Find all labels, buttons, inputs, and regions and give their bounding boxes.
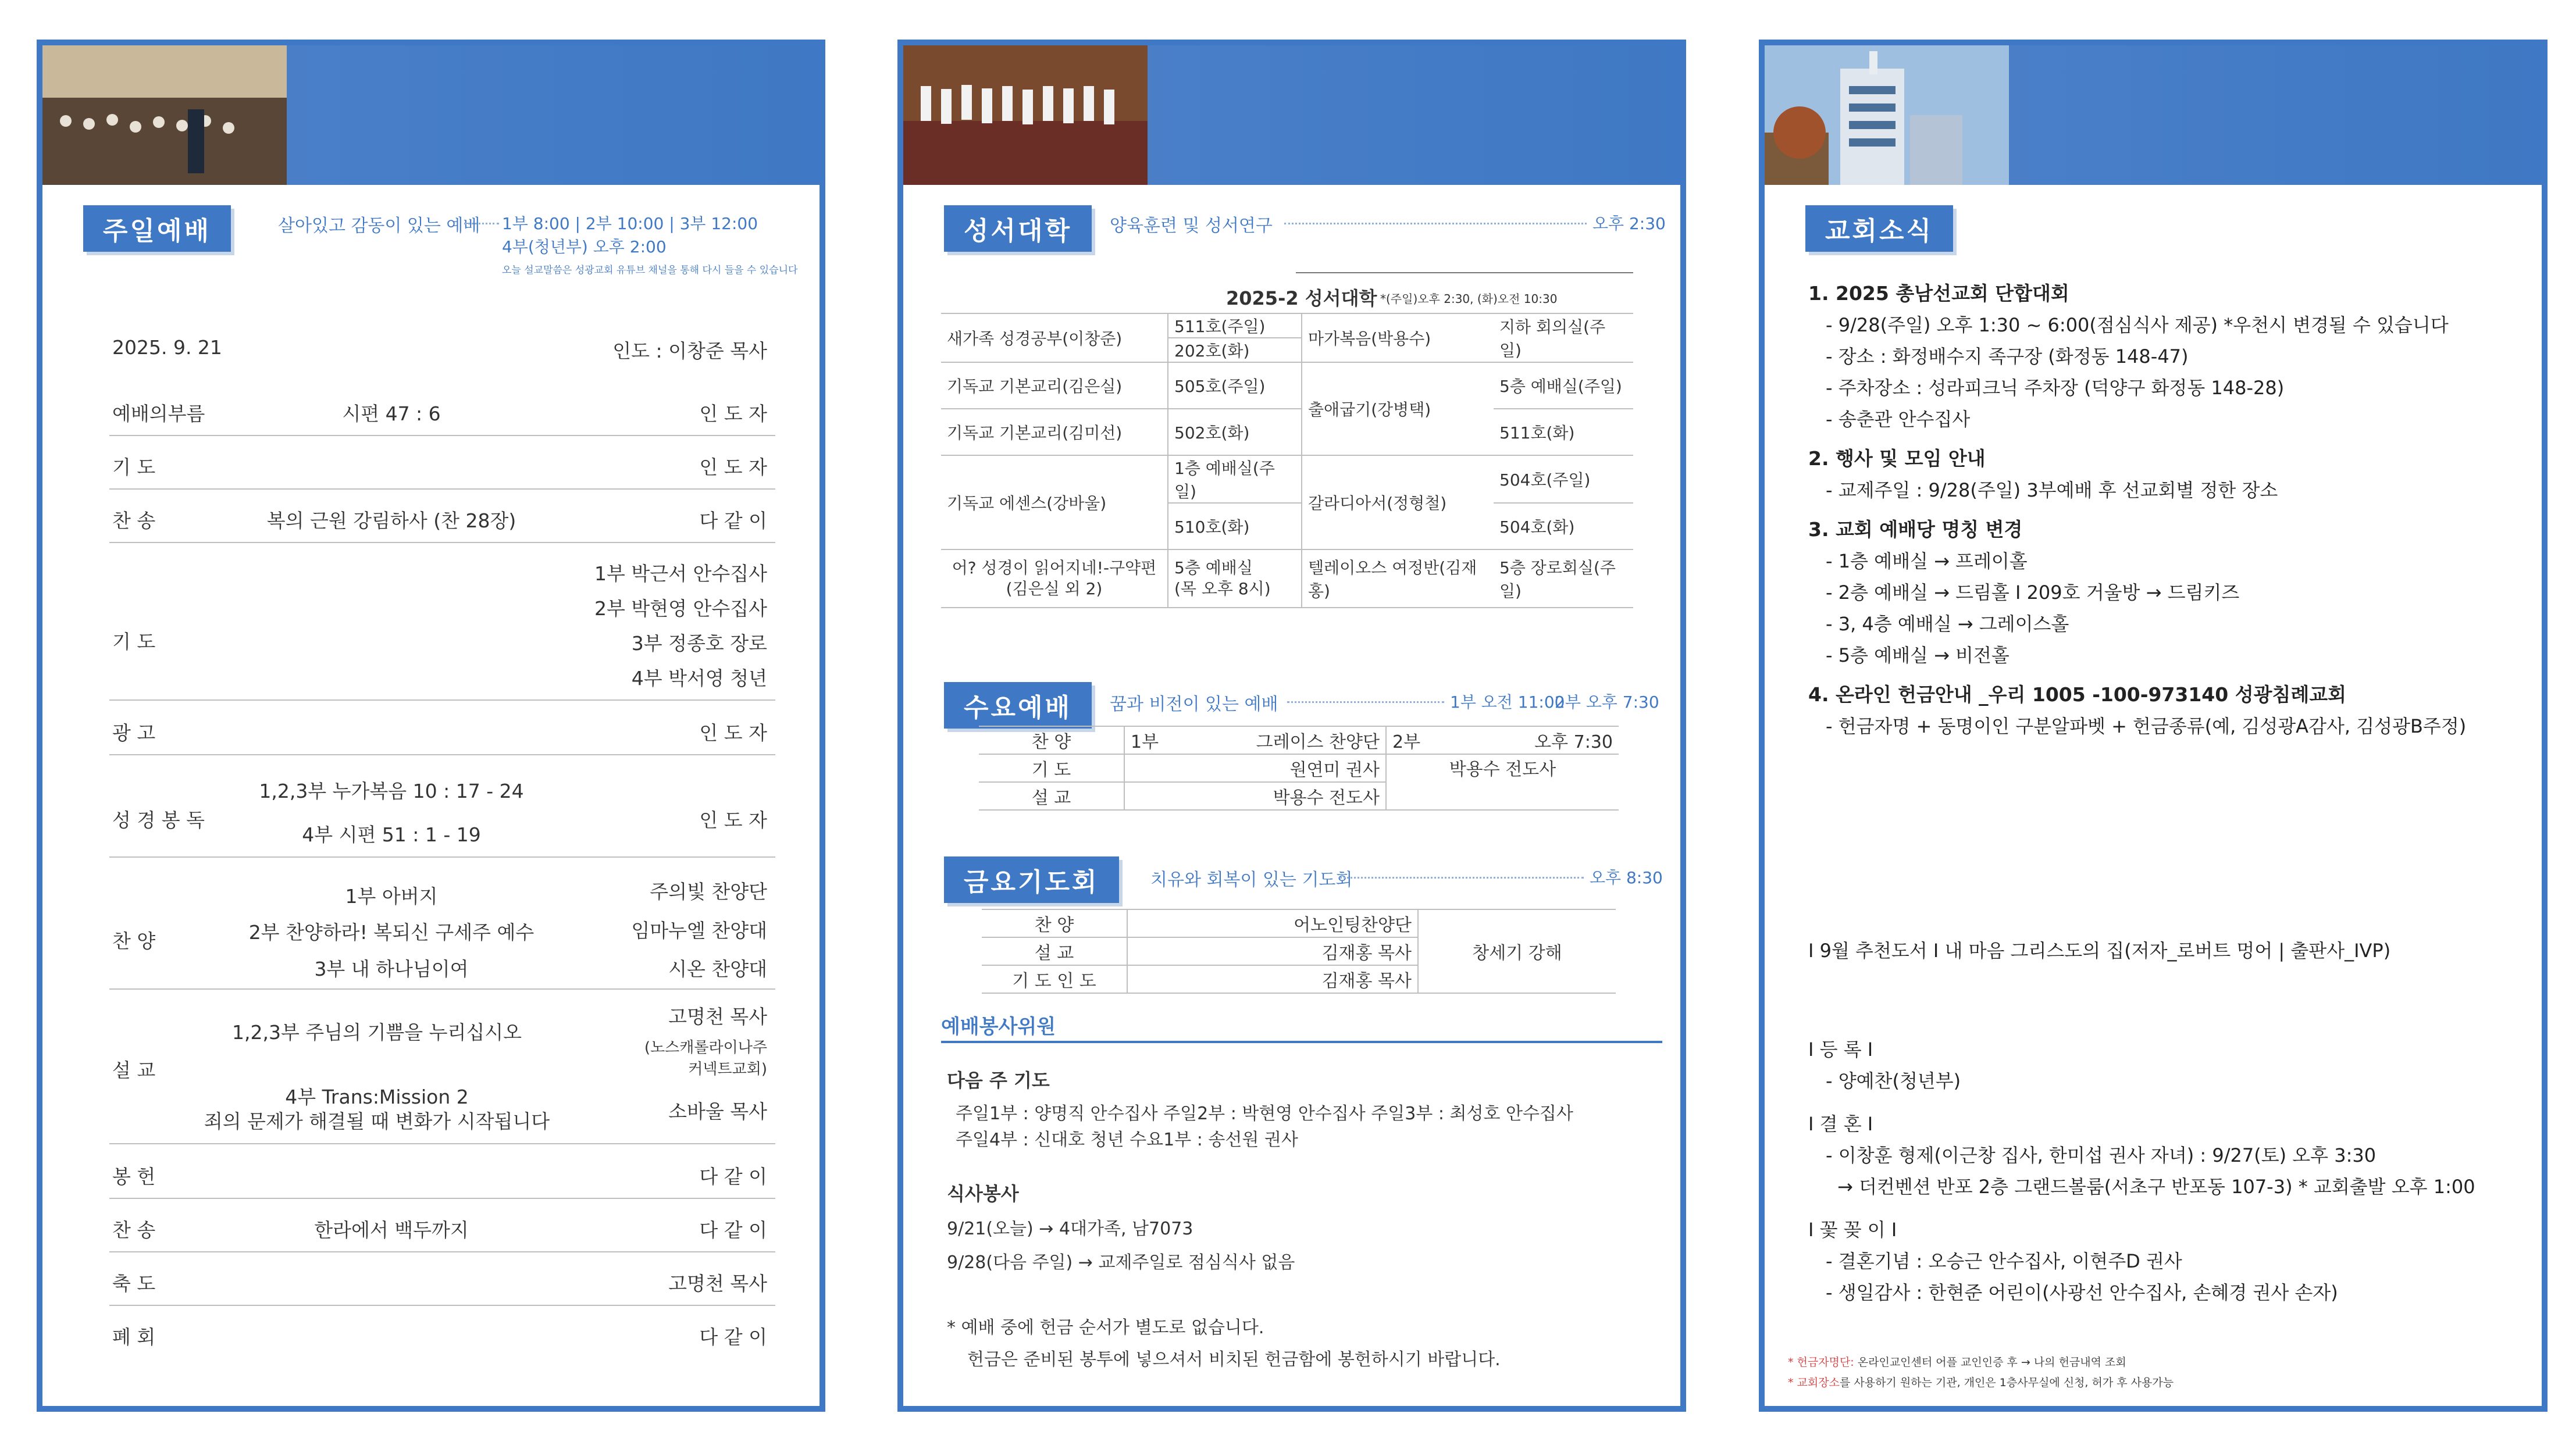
reading-1: 1,2,3부 누가복음 10 : 17 - 24: [259, 780, 524, 802]
fri-value: 김재홍 목사: [1127, 965, 1418, 993]
news-heading-1: 1. 2025 총남선교회 단합대회: [1808, 282, 2069, 305]
subtitle-friday: 치유와 회복이 있는 기도회: [1150, 870, 1353, 890]
wed-preacher: 박용수 전도사: [1386, 754, 1619, 810]
section-title-bible: 성서대학: [944, 205, 1092, 252]
praise-2: 2부 찬양하라! 복되신 구세주 예수: [248, 921, 535, 944]
footnote-1-text: 온라인교인센터 어플 교인인증 후 → 나의 헌금내역 조회: [1854, 1356, 2126, 1369]
offering-note-1: * 예배 중에 헌금 순서가 별도로 없습니다.: [947, 1318, 1264, 1338]
bible-class-table: [941, 313, 1633, 608]
flower-heading: I 꽃 꽂 이 I: [1808, 1219, 1897, 1241]
time-friday: 오후 8:30: [1590, 868, 1663, 887]
wed-value: 원연미 권사: [1124, 754, 1386, 782]
wed-part: 1부: [1124, 726, 1177, 754]
committee-title: 예배봉사위원: [941, 1015, 1056, 1038]
news-line: - 송춘관 안수집사: [1826, 408, 1971, 430]
news-line: - 5층 예배실 → 비전홀: [1826, 644, 2010, 666]
service-date: 2025. 9. 21: [112, 336, 222, 359]
class-room-line: (목 오후 8시): [1174, 579, 1271, 598]
class-name-line: 어? 성경이 읽어지네!-구약편: [952, 558, 1157, 577]
order-person: 다 같 이: [699, 1326, 767, 1348]
order-key: 설 교: [112, 1059, 156, 1082]
divider: [109, 1198, 775, 1199]
prayer-1: 1부 박근서 안수집사: [594, 562, 767, 585]
meal-1: 9/21(오늘) → 4대가족, 남7073: [947, 1219, 1193, 1239]
class-room: 505호(주일): [1168, 362, 1302, 409]
class-room: 511호(주일): [1168, 313, 1302, 338]
preacher-2: 소바울 목사: [668, 1100, 767, 1123]
order-key: 축 도: [112, 1272, 156, 1295]
news-line: - 교제주일 : 9/28(주일) 3부예배 후 선교회별 정한 장소: [1826, 479, 2278, 501]
dots: [1339, 877, 1584, 879]
prayer-4: 4부 박서영 청년: [631, 667, 767, 690]
subtitle: 살아있고 감동이 있는 예배: [278, 216, 480, 236]
wed-key: 설 교: [979, 782, 1124, 810]
class-room: 5층 장로회실(주일): [1494, 549, 1633, 608]
footnote-1: [1788, 1354, 2126, 1369]
news-heading-3: 3. 교회 예배당 명칭 변경: [1808, 518, 2023, 541]
service-leader: 인도 : 이창준 목사: [612, 340, 767, 362]
section-title-news: 교회소식: [1805, 205, 1953, 252]
order-person: 인 도 자: [699, 809, 767, 831]
class-name: 기독교 기본교리(김미선): [941, 409, 1168, 455]
class-name: 출애굽기(강병택): [1302, 362, 1494, 455]
flower-line-2: - 생일감사 : 한현준 어린이(사광선 안수집사, 손혜경 권사 손자): [1826, 1282, 2338, 1304]
wedding-heading: I 결 혼 I: [1808, 1113, 1873, 1135]
order-person: 고명천 목사: [668, 1272, 767, 1295]
class-room: 지하 회의실(주일): [1494, 313, 1633, 362]
recommended-book: I 9월 추천도서 I 내 마음 그리스도의 집(저자_로버트 멍어 | 출판사_IVP): [1808, 940, 2391, 962]
wedding-line-1: - 이창훈 형제(이근창 집사, 한미섭 권사 자녀) : 9/27(토) 오후 3:30: [1826, 1144, 2377, 1166]
class-room: 504호(화): [1494, 503, 1633, 549]
divider: [109, 1251, 775, 1252]
divider: [1296, 272, 1633, 273]
class-name: 갈라디아서(정형철): [1302, 455, 1494, 549]
divider: [109, 856, 775, 858]
fri-series: 창세기 강해: [1418, 909, 1616, 993]
next-prayer-2: 주일4부 : 신대호 청년 수요1부 : 송선원 권사: [956, 1130, 1298, 1150]
order-key: 찬 송: [112, 1219, 156, 1241]
subtitle-bible: 양육훈련 및 성서연구: [1110, 216, 1273, 236]
section-title-friday: 금요기도회: [944, 856, 1119, 903]
order-key: 찬 송: [112, 509, 156, 532]
wedding-line-2: → 더컨벤션 반포 2층 그랜드볼룸(서초구 반포동 107-3) * 교회출발 오후 1:00: [1837, 1176, 2475, 1198]
class-name: 기독교 기본교리(김은실): [941, 362, 1168, 409]
worship-photo: [42, 45, 287, 185]
panel-sunday-worship: [37, 40, 825, 1412]
panel-bible-college: [897, 40, 1686, 1412]
class-room-line: 5층 예배실: [1174, 558, 1253, 577]
fri-key: 찬 양: [982, 909, 1127, 937]
class-name: 마가복음(박용수): [1302, 313, 1494, 362]
order-person: 인 도 자: [699, 722, 767, 744]
class-room: 504호(주일): [1494, 455, 1633, 503]
divider: [109, 699, 775, 701]
registration-line: - 양예찬(청년부): [1826, 1070, 1961, 1092]
dots: [1284, 223, 1587, 224]
divider: [109, 1305, 775, 1306]
time-bible: 오후 2:30: [1592, 214, 1666, 233]
news-line: - 2층 예배실 → 드림홀 I 209호 거울방 → 드림키즈: [1826, 581, 2240, 604]
order-key: 기 도: [112, 456, 156, 479]
dots: [464, 223, 499, 224]
divider: [109, 1143, 775, 1144]
preacher-1-church-a: (노스캐롤라이나주: [644, 1039, 767, 1056]
class-name: 새가족 성경공부(이창준): [941, 313, 1168, 362]
preacher-1: 고명천 목사: [668, 1005, 767, 1028]
flower-line-1: - 결혼기념 : 오승근 안수집사, 이현주D 권사: [1826, 1250, 2182, 1272]
offering-note-2: 헌금은 준비된 봉투에 넣으셔서 비치된 헌금함에 봉헌하시기 바랍니다.: [967, 1350, 1501, 1370]
prayer-3: 3부 정종호 장로: [631, 632, 767, 655]
registration-heading: I 등 록 I: [1808, 1038, 1873, 1061]
footnote-2-red: * 교회장소: [1788, 1376, 1840, 1389]
choir-photo: [903, 45, 1148, 185]
class-room: 5층 예배실(주일): [1494, 362, 1633, 409]
choir-2: 임마누엘 찬양대: [631, 919, 767, 942]
order-person: 인 도 자: [699, 402, 767, 425]
news-heading-2: 2. 행사 및 모임 안내: [1808, 447, 1986, 470]
order-content: 시편 47 : 6: [342, 402, 441, 425]
order-person: 인 도 자: [699, 456, 767, 479]
order-person: 다 같 이: [699, 1165, 767, 1188]
meal-heading: 식사봉사: [947, 1183, 1019, 1205]
sermon-title-2b: 죄의 문제가 해결될 때 변화가 시작됩니다: [204, 1110, 550, 1133]
wed-time: 오후 7:30: [1433, 726, 1619, 754]
class-name: 기독교 에센스(강바울): [941, 455, 1168, 549]
order-content: 한라에서 백두까지: [314, 1219, 469, 1241]
order-key: 성 경 봉 독: [112, 809, 205, 831]
wed-value: 그레이스 찬양단: [1177, 726, 1386, 754]
divider: [109, 488, 775, 490]
times-line1: 1부 8:00 | 2부 10:00 | 3부 12:00: [502, 214, 758, 233]
subtitle-wednesday: 꿈과 비전이 있는 예배: [1110, 694, 1278, 715]
section-title: 주일예배: [83, 205, 231, 252]
news-line: - 9/28(주일) 오후 1:30 ~ 6:00(점심식사 제공) *우천시 변경될 수 있습니다: [1826, 314, 2449, 336]
order-key: 광 고: [112, 722, 156, 744]
next-prayer-heading: 다음 주 기도: [947, 1069, 1050, 1091]
class-room: 511호(화): [1494, 409, 1633, 455]
order-key: 봉 헌: [112, 1165, 156, 1188]
table-title: 2025-2 성서대학: [1226, 287, 1377, 309]
order-key: 찬 양: [112, 930, 156, 952]
news-heading-4: 4. 온라인 헌금안내 _우리 1005 -100-973140 성광침례교회: [1808, 683, 2346, 706]
wed-key: 찬 양: [979, 726, 1124, 754]
class-name: 텔레이오스 여정반(김재홍): [1302, 549, 1494, 608]
time-wed-2: 2부 오후 7:30: [1555, 693, 1659, 712]
class-room: 510호(화): [1168, 503, 1302, 549]
footnote-2: [1788, 1374, 2174, 1390]
fri-key: 설 교: [982, 937, 1127, 965]
choir-1: 주의빛 찬양단: [650, 880, 767, 903]
order-key: 예배의부름: [112, 402, 205, 425]
order-content: 복의 근원 강림하사 (찬 28장): [266, 509, 516, 532]
class-room: 1층 예배실(주일): [1168, 455, 1302, 503]
praise-1: 1부 아버지: [345, 885, 438, 908]
divider: [109, 754, 775, 755]
wednesday-table: [979, 726, 1619, 811]
section-title-wednesday: 수요예배: [944, 682, 1092, 729]
praise-3: 3부 내 하나님이여: [314, 958, 469, 980]
class-room: 202호(화): [1168, 338, 1302, 362]
committee-underline: [941, 1041, 1662, 1043]
friday-table: [982, 909, 1616, 994]
table-title-note: *(주일)오후 2:30, (화)오전 10:30: [1380, 292, 1558, 306]
news-line: - 헌금자명 + 동명이인 구분알파벳 + 헌금종류(예, 김성광A감사, 김성광B주정): [1826, 715, 2467, 737]
divider: [109, 435, 775, 436]
fri-value: 김재홍 목사: [1127, 937, 1418, 965]
order-person: 다 같 이: [699, 1219, 767, 1241]
footnote-2-text: 를 사용하기 원하는 기관, 개인은 1층사무실에 신청, 허가 후 사용가능: [1839, 1376, 2174, 1389]
sermon-title-2a: 4부 Trans:Mission 2: [285, 1086, 469, 1108]
divider: [109, 542, 775, 543]
choir-3: 시온 찬양대: [668, 958, 767, 980]
wed-key: 기 도: [979, 754, 1124, 782]
order-key: 폐 회: [112, 1326, 156, 1348]
wed-part: 2부: [1386, 726, 1433, 754]
news-line: - 장소 : 화정배수지 족구장 (화정동 148-47): [1826, 345, 2189, 367]
next-prayer-1: 주일1부 : 양명직 안수집사 주일2부 : 박현영 안수집사 주일3부 : 최성호 안수집사: [956, 1104, 1573, 1124]
dots: [1287, 701, 1444, 703]
order-key: 기 도: [112, 630, 156, 653]
divider: [109, 988, 775, 990]
news-line: - 3, 4층 예배실 → 그레이스홀: [1826, 613, 2069, 635]
fri-value: 어노인팅찬양단: [1127, 909, 1418, 937]
class-name-line: (김은실 외 2): [1006, 579, 1103, 598]
preacher-1-church-b: 커넥트교회): [688, 1061, 767, 1078]
footnote-1-red: * 헌금자명단:: [1788, 1356, 1854, 1369]
class-room: 502호(화): [1168, 409, 1302, 455]
wed-value: 박용수 전도사: [1124, 782, 1386, 810]
family-news: [1808, 1034, 2475, 1308]
time-wed-1: 1부 오전 11:00: [1450, 693, 1565, 712]
reading-2: 4부 시편 51 : 1 - 19: [302, 823, 481, 846]
news-line: - 주차장소 : 성라피크닉 주차장 (덕양구 화정동 148-28): [1826, 377, 2285, 399]
order-person: 다 같 이: [699, 509, 767, 532]
news-line: - 1층 예배실 → 프레이홀: [1826, 550, 2028, 572]
prayer-2: 2부 박현영 안수집사: [594, 597, 767, 620]
panel-church-news: [1759, 40, 2548, 1412]
fri-key: 기 도 인 도: [982, 965, 1127, 993]
sermon-title-1: 1,2,3부 주님의 기쁨을 누리십시오: [232, 1021, 522, 1044]
church-building-photo: [1765, 45, 2009, 185]
class-name-multi: [941, 549, 1168, 608]
news-list: [1808, 278, 2466, 742]
times-line2: 4부(청년부) 오후 2:00: [502, 237, 667, 256]
class-room-multi: [1168, 549, 1302, 608]
meal-2: 9/28(다음 주일) → 교제주일로 점심식사 없음: [947, 1252, 1295, 1273]
youtube-note: 오늘 설교말씀은 성광교회 유튜브 채널을 통해 다시 들을 수 있습니다: [502, 265, 798, 276]
